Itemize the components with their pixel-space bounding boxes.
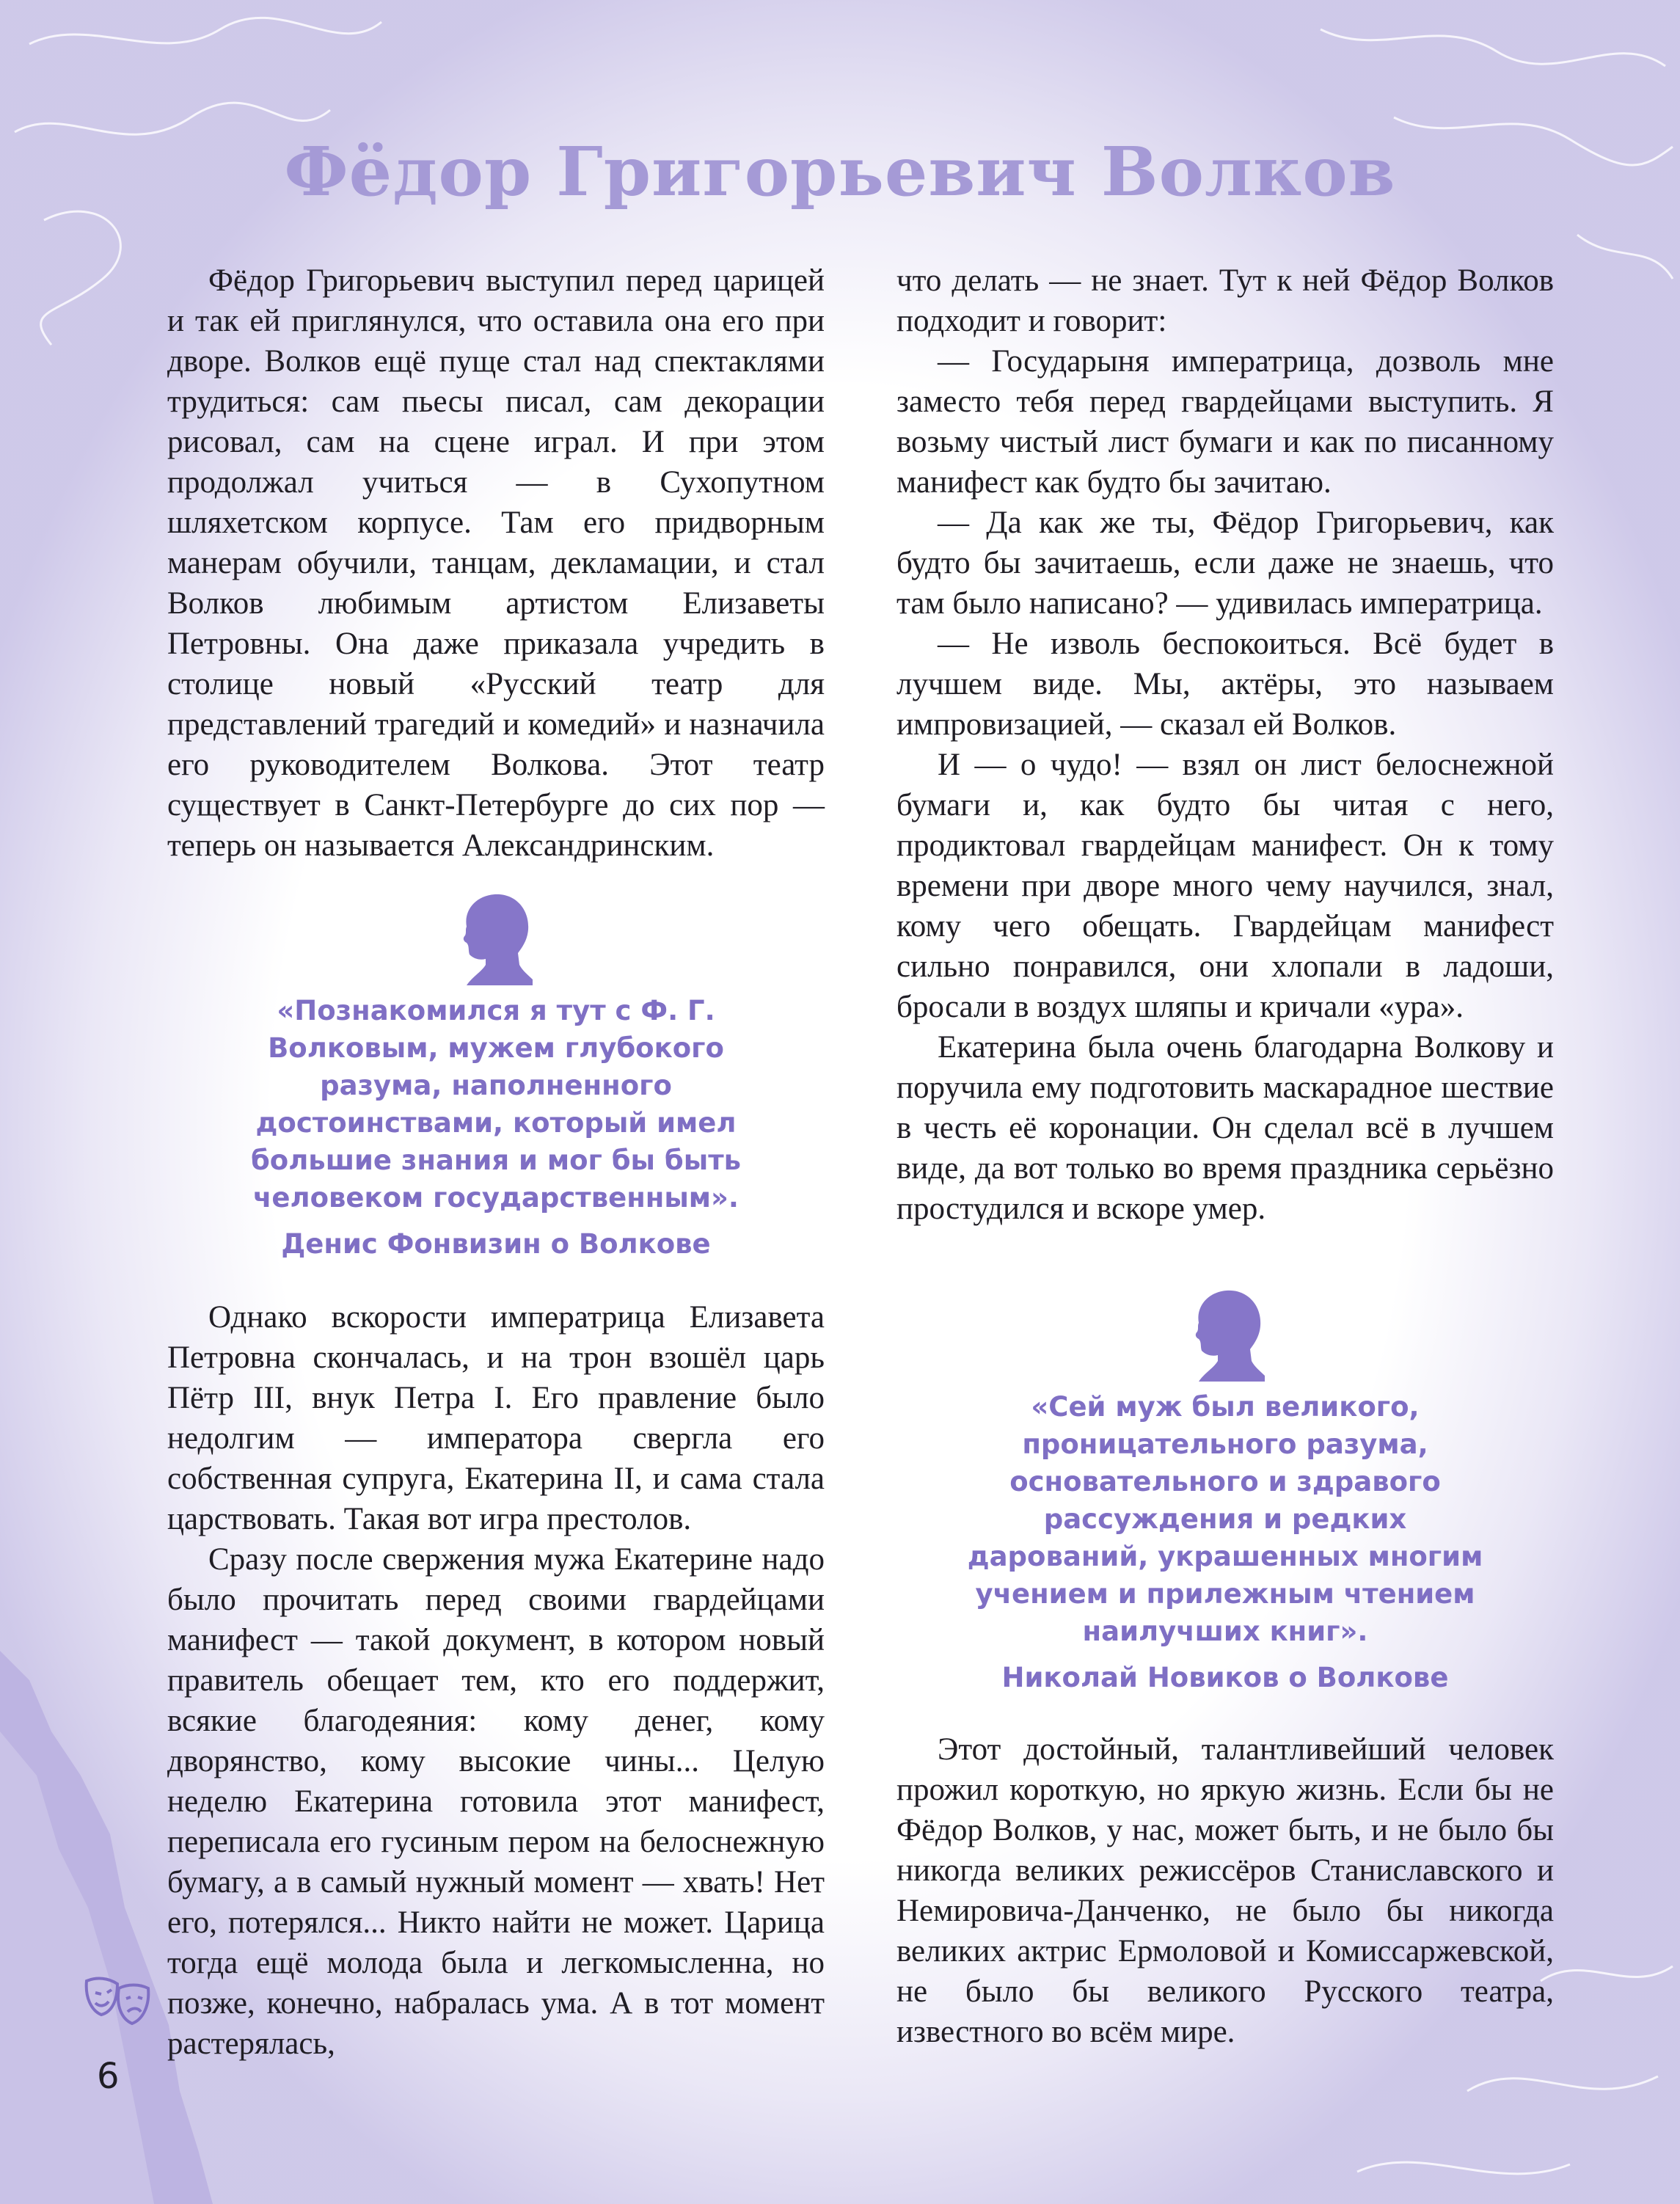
quote-novikov: [955, 1388, 1495, 1696]
left-column-bottom: [167, 1297, 825, 2064]
paragraph: Сразу после свержения мужа Екатерине надо было прочитать перед своими гвардейцами манифест — такой документ, в котором новый правитель обещает тем, кто его поддержит, всякие благодеяния: кому денег, кому дворянство, кому высокие чины... Целую неделю Екатерина готовила этот манифест, переписала его гусиным пером на белоснежную бумагу, а в самый нужный момент — хвать! Нет его, потерялся... Никто найти не может. Царица тогда ещё молода была и легкомысленна, но позже, конечно, набралась ума. А в тот момент растерялась,: [167, 1542, 825, 2061]
left-column-top: [167, 260, 825, 866]
paragraph: Этот достойный, талантливейший человек прожил короткую, но яркую жизнь. Если бы не Фёдор Волков, у нас, может быть, и не было бы никогда великих режиссёров Станиславского и Немировича-Данченко, не было бы никогда великих актрис Ермоловой и Комиссаржевской, не было бы великого Русского театра, известного во всём мире.: [896, 1732, 1554, 2049]
paragraph: что делать — не знает. Тут к ней Фёдор Волков подходит и говорит:: [896, 263, 1554, 338]
paragraph: — Не изволь беспокоиться. Всё будет в лучшем виде. Мы, актёры, это называем импровизацией, — сказал ей Волков.: [896, 627, 1554, 742]
paragraph: И — о чудо! — взял он лист белоснежной бумаги и, как будто бы читая с него, продиктовал гвардейцам манифест. Он к тому времени при дворе много чему научился, знал, кому чего обещать. Гвардейцам манифест сильно понравился, они хлопали в ладоши, бросали в воздух шляпы и кричали «ура».: [896, 748, 1554, 1024]
right-column-bottom: [896, 1729, 1554, 2052]
paragraph: Однако вскорости императрица Елизавета Петровна скончалась, и на трон взошёл царь Пётр III, внук Петра I. Его правление было недолгим — императора свергла его собственная супруга, Екатерина II, и сама стала царствовать. Такая вот игра престолов.: [167, 1300, 825, 1536]
paragraph: Фёдор Григорьевич выступил перед царицей и так ей приглянулся, что оставила она его при дворе. Волков ещё пуще стал над спектаклями трудиться: сам пьесы писал, сам декорации рисовал, сам на сцене играл. И при этом продолжал учиться — в Сухопутном шляхетском корпусе. Там его придворным манерам обучили, танцам, декламации, и стал Волков любимым артистом Елизаветы Петровны. Она даже приказала учредить в столице новый «Русский театр для представлений трагедий и комедий» и назначила его руководителем Волкова. Этот театр существует в Санкт-Петербурге до сих пор — теперь он называется Александринским.: [167, 263, 825, 863]
paragraph: — Государыня императрица, дозволь мне заместо тебя перед гвардейцами выступить. Я возьму чистый лист бумаги и как по писанному манифест как будто бы зачитаю.: [896, 344, 1554, 500]
page-number: 6: [97, 2056, 120, 2097]
quote-text: «Познакомился я тут с Ф. Г. Волковым, мужем глубокого разума, наполненного достоинствами, который имел большие знания и мог бы быть человеком государственным».: [250, 995, 742, 1214]
silhouette-icon: [459, 891, 533, 985]
page-title: Фёдор Григорьевич Волков: [284, 132, 1396, 211]
quote-author: Денис Фонвизин о Волкове: [281, 1228, 711, 1260]
quote-author: Николай Новиков о Волкове: [1001, 1662, 1449, 1693]
theater-masks-icon: [82, 1974, 153, 2029]
quote-text: «Сей муж был великого, проницательного разума, основательного и здравого рассуждения и редких дарований, украшенных многим учением и прилежным чтением наилучших книг».: [967, 1391, 1483, 1647]
silhouette-icon: [1191, 1288, 1265, 1382]
right-column-top: [896, 260, 1554, 1229]
paragraph: — Да как же ты, Фёдор Григорьевич, как будто бы зачитаешь, если даже не знаешь, что там было написано? — удивилась императрица.: [896, 506, 1554, 621]
paragraph: Екатерина была очень благодарна Волкову и поручила ему подготовить маскарадное шествие в честь её коронации. Он сделал всё в лучшем виде, да вот только во время праздника серьёзно простудился и вскоре умер.: [896, 1030, 1554, 1226]
quote-fonvizin: [220, 992, 772, 1263]
